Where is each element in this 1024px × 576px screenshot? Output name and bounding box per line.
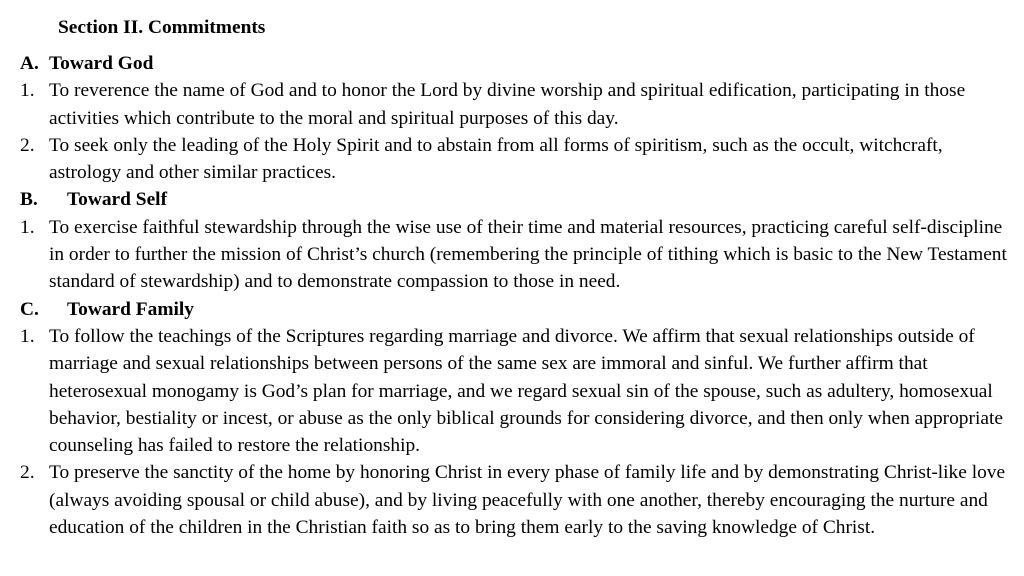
list-item <box>20 132 1010 187</box>
item-text: To seek only the leading of the Holy Spirit and to abstain from all forms of spiritism, such as the occult, witchcraft, astrology and other similar practices. <box>49 134 943 184</box>
list-item <box>20 459 1010 541</box>
item-text: To reverence the name of God and to honor the Lord by divine worship and spiritual edification, participating in those activities which contribute to the moral and spiritual purposes of this day. <box>49 80 966 129</box>
section-heading-text: Toward Self <box>67 189 168 211</box>
section-heading-toward-family <box>20 296 1010 323</box>
item-number: 1. <box>20 325 35 347</box>
item-number: 2. <box>20 134 35 156</box>
list-item <box>20 77 1010 132</box>
list-item <box>20 323 1010 459</box>
section-heading-toward-self <box>20 186 1010 213</box>
section-letter: C. <box>20 298 39 320</box>
section-title: Section II. Commitments <box>58 17 266 38</box>
section-heading-text: Toward God <box>49 53 154 74</box>
list-item <box>20 214 1010 296</box>
item-text: To follow the teachings of the Scriptures regarding marriage and divorce. We affirm that sexual relationships outside of marriage and sexual relationships between persons of the same sex are immoral and sinful. We further affirm that heterosexual monogamy is God’s plan for marriage, and we regard sexual sin of the spouse, such as adultery, homosexual behavior, bestiality or incest, or abuse as the only biblical grounds for considering divorce, and then only when appropriate counseling has failed to restore the relationship. <box>49 325 1003 457</box>
item-number: 1. <box>20 216 35 238</box>
section-heading-text: Toward Family <box>67 298 194 320</box>
item-text: To preserve the sanctity of the home by honoring Christ in every phase of family life and by demonstrating Christ-like love (always avoiding spousal or child abuse), and by living peacefully with one another, thereby encouraging the nurture and education of the children in the Christian faith so as to bring them early to the saving knowledge of Christ. <box>49 462 1006 539</box>
commitments-list <box>20 50 1010 541</box>
section-letter: B. <box>20 189 38 211</box>
item-text: To exercise faithful stewardship through the wise use of their time and material resources, practicing careful self-discipline in order to further the mission of Christ’s church (remembering the principle of tithing which is basic to the New Testament standard of stewardship) and to demonstrate compassion to those in need. <box>49 216 1007 293</box>
section-letter: A. <box>20 53 39 74</box>
item-number: 1. <box>20 80 35 102</box>
section-heading-toward-god <box>20 50 1010 77</box>
item-number: 2. <box>20 462 35 484</box>
